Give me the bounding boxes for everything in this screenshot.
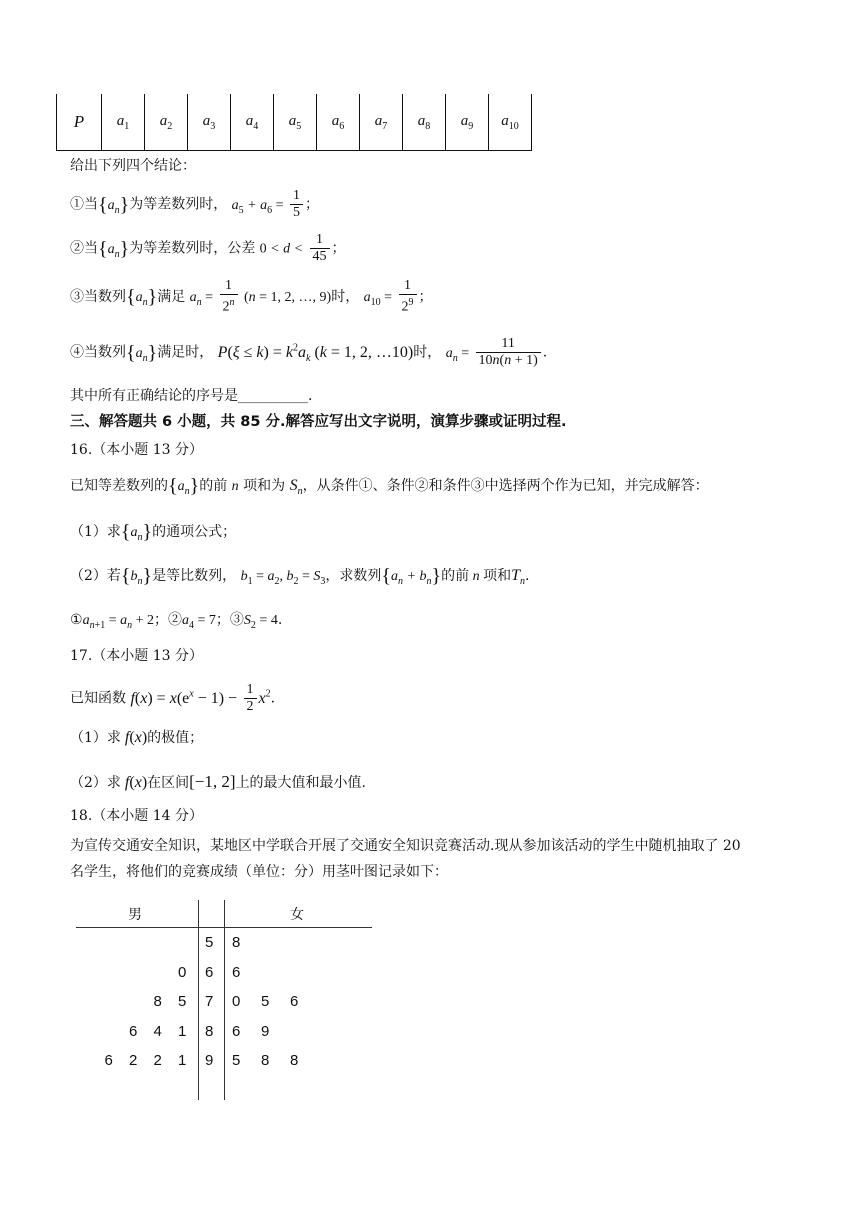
- female-leaf: 8: [232, 934, 241, 951]
- male-leaf: 1: [178, 1052, 187, 1069]
- divider-line-right: [224, 900, 225, 1100]
- male-leaf: 2: [129, 1052, 138, 1069]
- male-leaf: 6: [104, 1052, 113, 1069]
- female-leaf: 6: [290, 993, 299, 1010]
- male-leaf: 2: [153, 1052, 162, 1069]
- conclusion-1: ①当$\{a_n\}$为等差数列时， $a_5 + a_6$ = $\frac{1}{5}$ ；: [70, 188, 319, 220]
- table-cell-p: P: [57, 94, 102, 151]
- conclusion-4: ④当数列$\{a_n\}$满足时， $P(\xi \le k) = k^2a_k$ (k = 1, 2, …10)时， $a_n$ = $\frac{11}{10n(n + 1)}$ .: [70, 336, 548, 368]
- table-cell-a3: $a_3$: [188, 94, 231, 151]
- q18-stem-line-2: 名学生，将他们的竞赛成绩（单位：分）用茎叶图记录如下：: [70, 864, 448, 880]
- male-leaf: 0: [178, 963, 187, 981]
- q16-part-2: （2）若$\{b_n\}$是等比数列， $b_1 = a_2$, $b_2 = S_3$，求数列$\{a_n + b_n\}$的前 n 项和$T_n$.: [70, 565, 530, 588]
- q17-heading: 17.（本小题 13 分）: [70, 648, 203, 664]
- male-leaf: 8: [153, 993, 162, 1010]
- male-leaf: 4: [153, 1022, 162, 1040]
- stem-value: 9: [205, 1052, 214, 1069]
- male-leaf: 5: [178, 993, 187, 1010]
- table-cell-a9: $a_9$: [446, 94, 489, 151]
- q17-part-1: （1）求 f(x)的极值；: [70, 729, 204, 746]
- conclusion-3: ③当数列$\{a_n\}$满足 $a_n$ = $\frac{1}{2^n}$ (n = 1, 2, …, 9)时， $a_{10}$ = $\frac{1}{2^9}$ ；: [70, 278, 433, 315]
- q16-stem: 已知等差数列的$\{a_n\}$的前 n 项和为 $S_n$，从条件①、条件②和条件③中选择两个作为已知，并完成解答：: [70, 475, 709, 498]
- stem-value: 6: [205, 963, 214, 981]
- female-leaf: 5: [232, 1052, 241, 1069]
- table-cell-a6: $a_6$: [317, 94, 360, 151]
- q16-conditions: $①a_{n+1} = a_n + 2$；$②a_4 = 7$；$③S_2 = 4$.: [70, 612, 283, 631]
- female-header: 女: [290, 907, 304, 923]
- q16-heading: 16.（本小题 13 分）: [70, 442, 203, 458]
- q17-part-2: （2）求 f(x)在区间[−1, 2]上的最大值和最小值.: [70, 772, 367, 791]
- table-cell-a5: $a_5$: [274, 94, 317, 151]
- female-leaf: 6: [232, 1022, 241, 1040]
- table-cell-a2: $a_2$: [145, 94, 188, 151]
- conclusion-2: ②当$\{a_n\}$为等差数列时，公差 0 < d < $\frac{1}{45}$ ；: [70, 232, 346, 264]
- female-leaf: 8: [290, 1052, 299, 1069]
- q18-heading: 18.（本小题 14 分）: [70, 808, 203, 824]
- answer-blank-text: 其中所有正确结论的序号是__________.: [70, 388, 313, 404]
- table-cell-a10: $a_{10}$: [489, 94, 532, 151]
- table-cell-a7: $a_7$: [360, 94, 403, 151]
- stem-value: 5: [205, 934, 214, 951]
- q16-part-1: （1）求$\{a_n\}$的通项公式；: [70, 521, 237, 543]
- q17-stem: 已知函数 $f(x) = x(e^x - 1)$ − $\frac{1}{2}$ $x^2$.: [70, 682, 276, 714]
- table-cell-a8: $a_8$: [403, 94, 446, 151]
- male-header: 男: [128, 907, 142, 923]
- female-leaf: 8: [261, 1052, 270, 1069]
- section-3-heading: 三、解答题共 6 小题，共 85 分.解答应写出文字说明，演算步骤或证明过程.: [70, 414, 567, 430]
- male-leaf: 1: [178, 1022, 187, 1040]
- stem-value: 8: [205, 1022, 214, 1040]
- female-leaf: 9: [261, 1022, 270, 1040]
- female-leaf: 6: [232, 963, 241, 981]
- probability-table: [56, 94, 532, 151]
- table-cell-a1: $a_1$: [102, 94, 145, 151]
- stem-value: 7: [205, 993, 214, 1010]
- female-leaf: 0: [232, 993, 241, 1010]
- female-leaf: 5: [261, 993, 270, 1010]
- divider-line-left: [198, 900, 199, 1100]
- q18-stem-line-1: 为宣传交通安全知识，某地区中学联合开展了交通安全知识竞赛活动.现从参加该活动的学生中随机抽取了 20: [70, 838, 741, 854]
- intro-text: 给出下列四个结论：: [70, 158, 196, 174]
- table-cell-a4: $a_4$: [231, 94, 274, 151]
- male-leaf: 6: [129, 1022, 138, 1040]
